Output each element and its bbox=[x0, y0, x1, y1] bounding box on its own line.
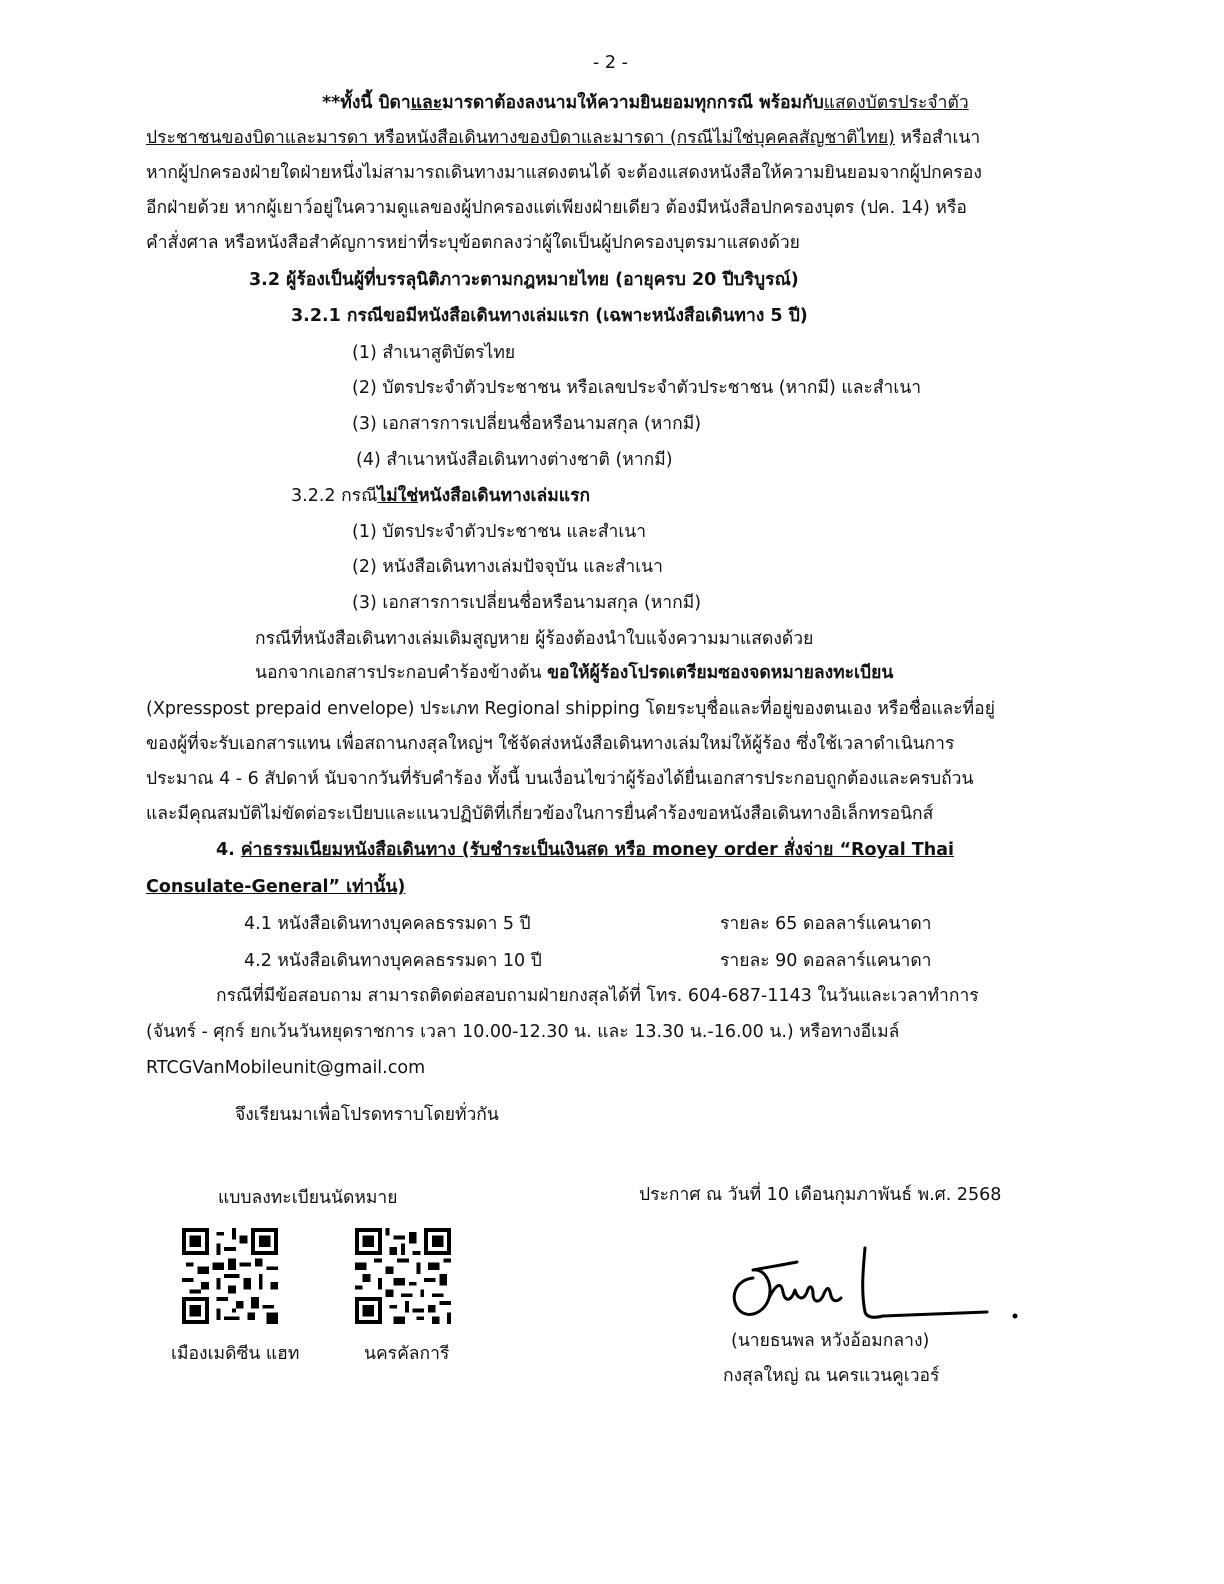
lost-passport-note: กรณีที่หนังสือเดินทางเล่มเดิมสูญหาย ผู้ร้องต้องนำใบแจ้งความมาแสดงด้วย bbox=[255, 629, 814, 649]
list-item: (1) สำเนาสูติบัตรไทย bbox=[352, 343, 516, 363]
section-3-2-2-title bbox=[291, 485, 590, 507]
contact-line-2: (จันทร์ - ศุกร์ ยกเว้นวันหยุดราชการ เวลา 10.00-12.30 น. และ 13.30 น.-16.00 น.) หรือทางอีเมล์ bbox=[146, 1022, 900, 1042]
signatory-position: กงสุลใหญ่ ณ นครแวนคูเวอร์ bbox=[723, 1366, 940, 1386]
section-3-2-2-not: ไม่ใช่ bbox=[377, 486, 419, 506]
signature-image bbox=[725, 1240, 1030, 1330]
envelope-request: ขอให้ผู้ร้องโปรดเตรียมซองจดหมายลงทะเบียน bbox=[547, 663, 894, 683]
closing-text: จึงเรียนมาเพื่อโปรดทราบโดยทั่วกัน bbox=[235, 1105, 499, 1125]
qr-label-medicine-hat: เมืองเมดิซีน แฮท bbox=[171, 1344, 300, 1364]
qr-code-calgary[interactable] bbox=[355, 1228, 451, 1324]
list-item: (3) เอกสารการเปลี่ยนชื่อหรือนามสกุล (หากมี) bbox=[352, 414, 702, 434]
section-3-2-2-suffix: หนังสือเดินทางเล่มแรก bbox=[418, 486, 591, 506]
consent-paragraph-line-1 bbox=[322, 92, 969, 114]
list-item: (3) เอกสารการเปลี่ยนชื่อหรือนามสกุล (หากมี) bbox=[352, 593, 702, 613]
fee-label: 4.1 หนังสือเดินทางบุคคลธรรมดา 5 ปี bbox=[244, 914, 531, 934]
fee-label: 4.2 หนังสือเดินทางบุคคลธรรมดา 10 ปี bbox=[244, 951, 542, 971]
fee-price: รายละ 65 ดอลลาร์แคนาดา bbox=[720, 914, 932, 934]
list-item: (2) หนังสือเดินทางเล่มปัจจุบัน และสำเนา bbox=[352, 557, 663, 577]
envelope-paragraph-line-5: และมีคุณสมบัติไม่ขัดต่อระเบียบและแนวปฏิบัติที่เกี่ยวข้องในการยื่นคำร้องขอหนังสือเดินทางอิเล็กทรอนิกส์ bbox=[146, 804, 934, 824]
envelope-intro: นอกจากเอกสารประกอบคำร้องข้างต้น bbox=[255, 663, 548, 683]
announcement-date: ประกาศ ณ วันที่ 10 เดือนกุมภาพันธ์ พ.ศ. 2568 bbox=[639, 1185, 1002, 1205]
section-4-title-line-1 bbox=[216, 839, 954, 861]
section-3-2-1-title: 3.2.1 กรณีขอมีหนังสือเดินทางเล่มแรก (เฉพาะหนังสือเดินทาง 5 ปี) bbox=[291, 306, 808, 326]
section-4-title-a: ค่าธรรมเนียมหนังสือเดินทาง (รับชำระเป็นเงินสด หรือ money order สั่งจ่าย “Royal Thai bbox=[240, 840, 954, 860]
consent-id-text: ประชาชนของบิดาและมารดา หรือหนังสือเดินทางของบิดาและมารดา (กรณีไม่ใช่บุคคลสัญชาติไทย) bbox=[146, 128, 895, 148]
qr-code-medicine-hat[interactable] bbox=[182, 1228, 278, 1324]
section-3-2-2-prefix: 3.2.2 กรณี bbox=[291, 486, 378, 506]
consent-paragraph-line-4: อีกฝ่ายด้วย หากผู้เยาว์อยู่ในความดูแลของผู้ปกครองแต่เพียงฝ่ายเดียว ต้องมีหนังสือปกครองบุตร (ปค. 14) หรือ bbox=[146, 198, 967, 218]
envelope-paragraph-line-1 bbox=[255, 662, 893, 684]
envelope-paragraph-line-2: (Xpresspost prepaid envelope) ประเภท Regional shipping โดยระบุชื่อและที่อยู่ของตนเอง หรือชื่อและที่อยู่ bbox=[146, 699, 995, 719]
consent-text-c: มารดาต้องลงนามให้ความยินยอมทุกกรณี พร้อมกับ bbox=[442, 93, 824, 113]
consent-copy-text: หรือสำเนา bbox=[894, 128, 981, 148]
consent-text-b: และ bbox=[410, 93, 443, 113]
signatory-name: (นายธนพล หวังอ้อมกลาง) bbox=[731, 1331, 930, 1351]
consent-paragraph-line-5: คำสั่งศาล หรือหนังสือสำคัญการหย่าที่ระบุข้อตกลงว่าผู้ใดเป็นผู้ปกครองบุตรมาแสดงด้วย bbox=[146, 233, 800, 253]
consent-text-a: **ทั้งนี้ บิดา bbox=[322, 93, 411, 113]
consent-paragraph-line-3: หากผู้ปกครองฝ่ายใดฝ่ายหนึ่งไม่สามารถเดินทางมาแสดงตนได้ จะต้องแสดงหนังสือให้ความยินยอมจากผู้ปกครอง bbox=[146, 163, 982, 183]
section-4-title-line-2: Consulate-General” เท่านั้น) bbox=[146, 877, 406, 897]
fee-price: รายละ 90 ดอลลาร์แคนาดา bbox=[720, 951, 932, 971]
consent-paragraph-line-2 bbox=[146, 127, 980, 149]
contact-line-1: กรณีที่มีข้อสอบถาม สามารถติดต่อสอบถามฝ่ายกงสุลได้ที่ โทร. 604-687-1143 ในวันและเวลาทำการ bbox=[216, 986, 979, 1006]
list-item: (2) บัตรประจำตัวประชาชน หรือเลขประจำตัวประชาชน (หากมี) และสำเนา bbox=[352, 378, 922, 398]
consent-text-d: แสดงบัตรประจำตัว bbox=[823, 93, 969, 113]
envelope-paragraph-line-3: ของผู้ที่จะรับเอกสารแทน เพื่อสถานกงสุลใหญ่ฯ ใช้จัดส่งหนังสือเดินทางเล่มใหม่ให้ผู้ร้อง ซึ่งใช้เวลาดำเนินการ bbox=[146, 734, 955, 754]
registration-heading: แบบลงทะเบียนนัดหมาย bbox=[218, 1188, 398, 1208]
page-number: - 2 - bbox=[593, 53, 628, 73]
envelope-paragraph-line-4: ประมาณ 4 - 6 สัปดาห์ นับจากวันที่รับคำร้อง ทั้งนี้ บนเงื่อนไขว่าผู้ร้องได้ยื่นเอกสารประกอบถูกต้องและครบถ้วน bbox=[146, 769, 974, 789]
qr-label-calgary: นครคัลการี bbox=[364, 1344, 450, 1364]
contact-email[interactable]: RTCGVanMobileunit@gmail.com bbox=[146, 1058, 426, 1078]
list-item: (4) สำเนาหนังสือเดินทางต่างชาติ (หากมี) bbox=[356, 450, 673, 470]
section-4-number: 4. bbox=[216, 840, 241, 860]
section-3-2-title: 3.2 ผู้ร้องเป็นผู้ที่บรรลุนิติภาวะตามกฎหมายไทย (อายุครบ 20 ปีบริบูรณ์) bbox=[249, 270, 799, 290]
list-item: (1) บัตรประจำตัวประชาชน และสำเนา bbox=[352, 522, 647, 542]
